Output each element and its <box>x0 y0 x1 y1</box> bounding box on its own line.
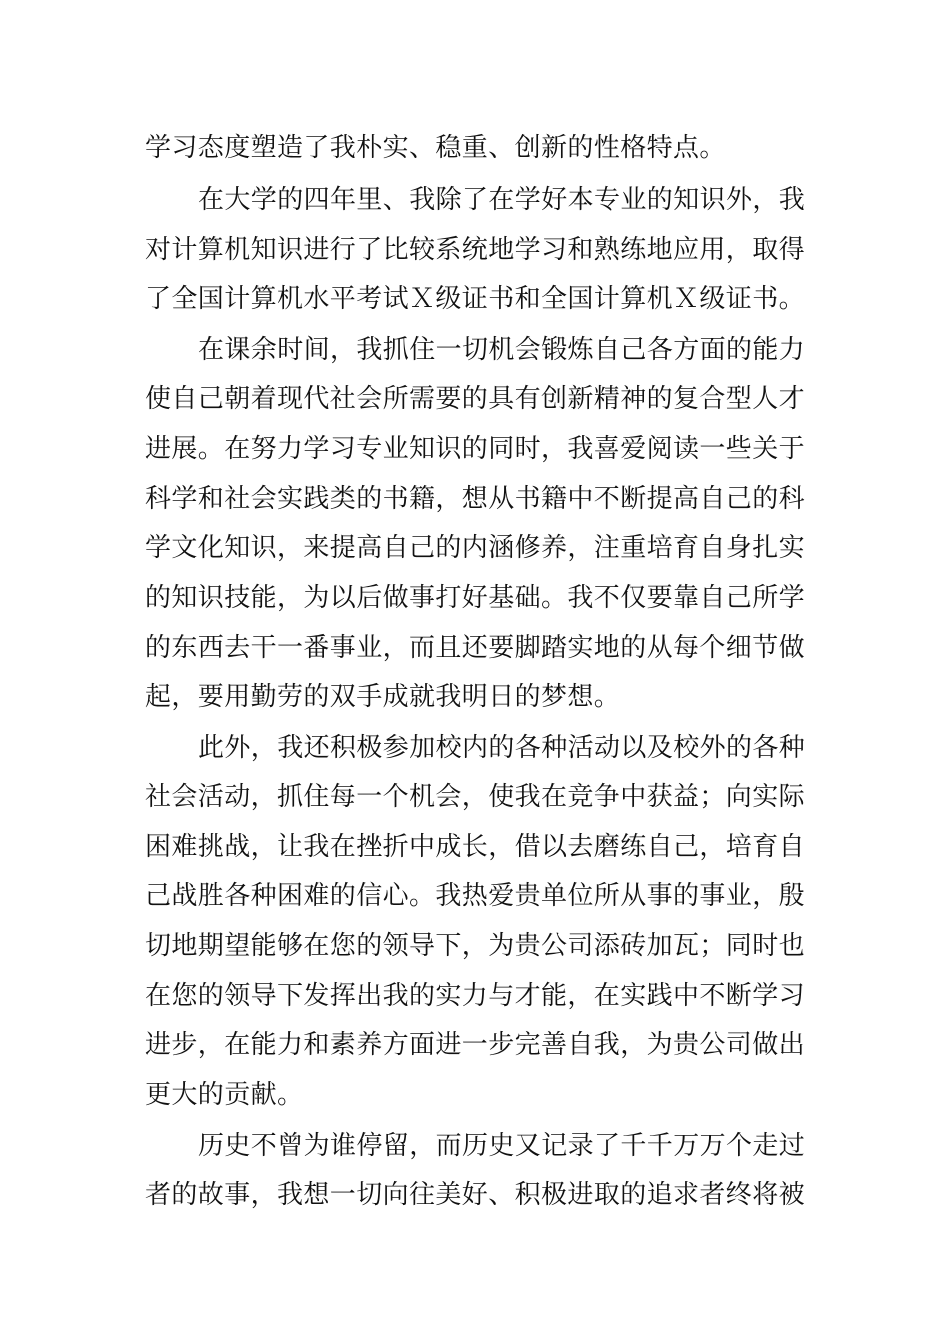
text-line: 进步，在能力和素养方面进一步完善自我，为贵公司做出 <box>145 1030 806 1060</box>
text-line: 者的故事，我想一切向往美好、积极进取的追求者终将被 <box>145 1180 806 1210</box>
text-line: 社会活动，抓住每一个机会，使我在竞争中获益；向实际 <box>145 782 806 812</box>
text-line: 更大的贡献。 <box>145 1080 304 1110</box>
text-line: 使自己朝着现代社会所需要的具有创新精神的复合型人才 <box>145 384 806 414</box>
text-line: 在大学的四年里、我除了在学好本专业的知识外，我 <box>198 185 806 215</box>
text-line: 历史不曾为谁停留，而历史又记录了千千万万个走过 <box>198 1131 806 1161</box>
text-line: 困难挑战，让我在挫折中成长，借以去磨练自己，培育自 <box>145 832 806 862</box>
text-line: 在您的领导下发挥出我的实力与才能，在实践中不断学习 <box>145 981 806 1011</box>
text-line: 进展。在努力学习专业知识的同时，我喜爱阅读一些关于 <box>145 434 806 464</box>
text-line: 了全国计算机水平考试Ｘ级证书和全国计算机Ｘ级证书。 <box>145 284 806 314</box>
text-line: 的知识技能，为以后做事打好基础。我不仅要靠自己所学 <box>145 583 806 613</box>
text-line: 学文化知识，来提高自己的内涵修养，注重培育自身扎实 <box>145 533 806 563</box>
text-line: 己战胜各种困难的信心。我热爱贵单位所从事的事业，殷 <box>145 881 806 911</box>
text-line: 此外，我还积极参加校内的各种活动以及校外的各种 <box>198 733 806 763</box>
text-line: 在课余时间，我抓住一切机会锻炼自己各方面的能力 <box>198 335 806 365</box>
text-line: 的东西去干一番事业，而且还要脚踏实地的从每个细节做 <box>145 633 806 663</box>
text-line: 起，要用勤劳的双手成就我明日的梦想。 <box>145 682 621 712</box>
text-line: 科学和社会实践类的书籍，想从书籍中不断提高自己的科 <box>145 484 806 514</box>
text-line: 切地期望能够在您的领导下，为贵公司添砖加瓦；同时也 <box>145 931 806 961</box>
text-line: 学习态度塑造了我朴实、稳重、创新的性格特点。 <box>145 133 726 163</box>
text-line: 对计算机知识进行了比较系统地学习和熟练地应用，取得 <box>145 235 806 265</box>
